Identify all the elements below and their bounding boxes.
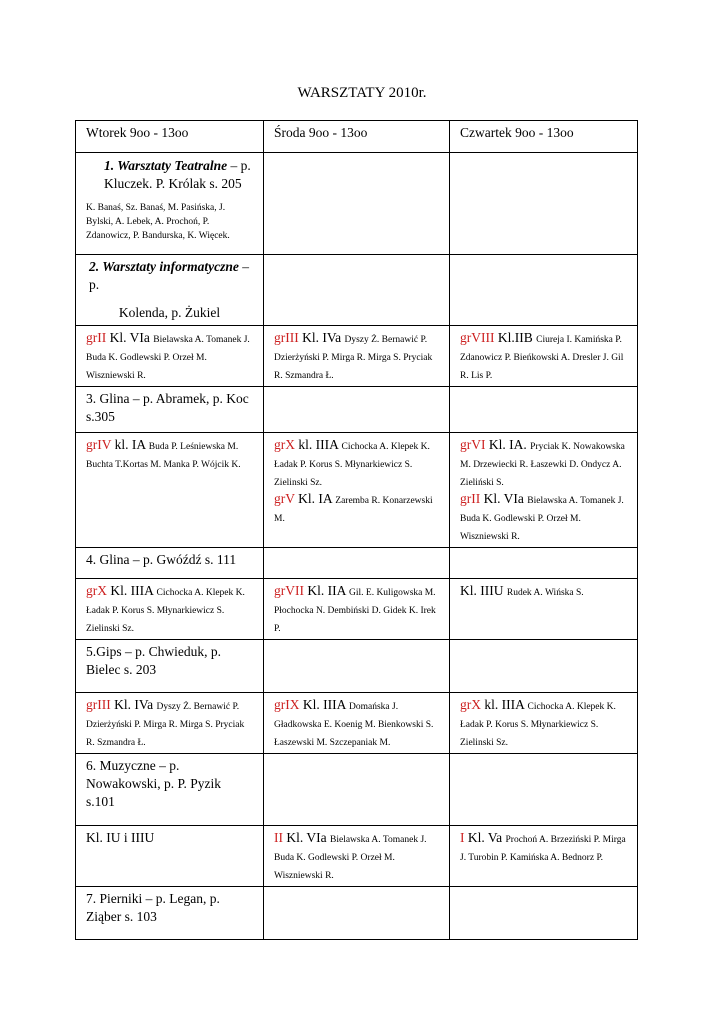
class-label: Kl. VIa: [480, 491, 528, 506]
header-row: [76, 121, 638, 153]
table-row: [76, 548, 638, 579]
group-label: grIX: [274, 697, 300, 712]
group-members: Cichocka A. Klepek K. Ładak P. Korus S. Młynarkiewicz S. Zielinski Sz.: [274, 442, 430, 488]
empty-cell: [264, 387, 450, 433]
group-cell: [76, 326, 264, 387]
group-label: grV: [274, 491, 295, 506]
class-label: Kl. IIIA: [299, 697, 349, 712]
workshop-cell: [76, 153, 264, 255]
empty-cell: [450, 887, 638, 940]
table-row: [76, 153, 638, 255]
class-label: Kl. IA.: [485, 437, 531, 452]
group-label: grVII: [274, 583, 304, 598]
group-members: Ciureja I. Kamińska P. Zdanowicz P. Bieńkowski A. Dresler J. Gil R. Lis P.: [460, 335, 624, 381]
group-label: grII: [460, 491, 481, 506]
class-label: kl. IIIA: [481, 697, 528, 712]
group-cell: [450, 826, 638, 887]
group-cell: [450, 326, 638, 387]
empty-cell: [450, 640, 638, 693]
group-members: Buda P. Leśniewska M. Buchta T.Kortas M. Manka P. Wójcik K.: [86, 442, 241, 470]
empty-cell: [264, 255, 450, 326]
workshop-teachers: Kolenda, p. Żukiel: [118, 305, 221, 320]
class-label: Kl. VIa: [106, 330, 154, 345]
document-title: WARSZTATY 2010r.: [297, 85, 427, 101]
group-label: grII: [86, 330, 107, 345]
group-members: Pryciak K. Nowakowska M. Drzewiecki R. Łaszewki D. Ondycz A. Zieliński S.: [460, 442, 625, 488]
workshop-title: 1. Warsztaty Teatralne: [104, 158, 228, 173]
group-members: Prochoń A. Brzeziński P. Mirga J. Turobin P. Kamińska A. Bednorz P.: [460, 835, 626, 863]
group-members: Gil. E. Kuligowska M. Płochocka N. Dembiński D. Gidek K. Irek P.: [274, 588, 436, 634]
workshop-cell: 4. Glina – p. Gwóźdź s. 111: [76, 548, 264, 579]
schedule-table: [75, 120, 638, 940]
table-row: [76, 326, 638, 387]
group-members: Rudek A. Wińska S.: [506, 588, 584, 598]
header-wednesday: Środa 9oo - 13oo: [264, 121, 450, 153]
table-row: [76, 387, 638, 433]
table-row: [76, 693, 638, 754]
empty-cell: [450, 754, 638, 826]
workshop-cell: 6. Muzyczne – p. Nowakowski, p. P. Pyzik s.101: [76, 754, 264, 826]
empty-cell: [450, 153, 638, 255]
group-members: Domańska J. Gładkowska E. Koenig M. Bienkowski S. Łaszewski M. Szczepaniak M.: [274, 702, 434, 748]
class-label: Kl. IVa: [110, 697, 157, 712]
table-row: [76, 754, 638, 826]
empty-cell: [264, 640, 450, 693]
group-members: Zaremba R. Konarzewski M.: [274, 496, 433, 524]
group-cell: Kl. IU i IIIU: [76, 826, 264, 887]
empty-cell: [264, 754, 450, 826]
group-label: grIV: [86, 437, 112, 452]
group-label: grIII: [86, 697, 111, 712]
group-cell: [76, 433, 264, 548]
group-cell: [264, 326, 450, 387]
workshop-cell: [76, 255, 264, 326]
group-label: grX: [460, 697, 481, 712]
group-label: I: [460, 830, 465, 845]
workshop-cell: 3. Glina – p. Abramek, p. Koc s.305: [76, 387, 264, 433]
group-members: Dyszy Ż. Bernawić P. Dzierżyński P. Mirga R. Mirga S. Pryciak R. Szmandra Ł.: [86, 702, 245, 748]
class-label: Kl. IIIA: [107, 583, 157, 598]
group-label: grX: [274, 437, 295, 452]
class-label: Kl.IIB: [494, 330, 537, 345]
empty-cell: [450, 255, 638, 326]
group-members: Cichocka A. Klepek K. Ładak P. Korus S. Młynarkiewicz S. Zielinski Sz.: [460, 702, 616, 748]
empty-cell: [264, 153, 450, 255]
group-label: grIII: [274, 330, 299, 345]
workshop-cell: 7. Pierniki – p. Legan, p. Ziąber s. 103: [76, 887, 264, 940]
header-tuesday: Wtorek 9oo - 13oo: [76, 121, 264, 153]
empty-cell: [450, 548, 638, 579]
workshop-title-rest: – p.: [227, 158, 251, 173]
group-cell: [450, 433, 638, 548]
group-entry: [460, 436, 627, 490]
workshop-cell: 5.Gips – p. Chwieduk, p. Bielec s. 203: [76, 640, 264, 693]
group-label: grVIII: [460, 330, 495, 345]
table-row: [76, 579, 638, 640]
group-cell: [264, 579, 450, 640]
class-label: Kl. IVa: [298, 330, 345, 345]
group-cell: [264, 433, 450, 548]
group-entry: [460, 490, 627, 544]
workshop-teachers: Kluczek. P. Królak s. 205: [104, 176, 242, 191]
empty-cell: [450, 387, 638, 433]
group-cell: [76, 579, 264, 640]
group-members: Bielawska A. Tomanek J. Buda K. Godlewski P. Orzeł M. Wiszniewski R.: [274, 835, 427, 881]
class-label: Kl. IIA: [304, 583, 349, 598]
class-label: Kl. IA: [294, 491, 336, 506]
group-cell: [450, 693, 638, 754]
table-row: [76, 826, 638, 887]
empty-cell: [264, 548, 450, 579]
workshop-title-rest: – p.: [89, 259, 250, 292]
group-label: grVI: [460, 437, 486, 452]
group-members: Cichocka A. Klepek K. Ładak P. Korus S. Młynarkiewicz S. Zielinski Sz.: [86, 588, 245, 634]
group-cell: [264, 826, 450, 887]
class-label: Kl. IIIU: [460, 583, 507, 598]
workshop-title: 2. Warsztaty informatyczne: [89, 259, 239, 274]
group-entry: [274, 436, 439, 490]
group-cell: [264, 693, 450, 754]
group-entry: [274, 490, 439, 526]
group-members: Dyszy Ż. Bernawić P. Dzierżyński P. Mirga R. Mirga S. Pryciak R. Szmandra Ł.: [274, 335, 433, 381]
group-members: Bielawska A. Tomanek J. Buda K. Godlewski P. Orzeł M. Wiszniewski R.: [460, 496, 624, 542]
header-thursday: Czwartek 9oo - 13oo: [450, 121, 638, 153]
table-row: [76, 433, 638, 548]
table-row: [76, 640, 638, 693]
table-row: [76, 255, 638, 326]
group-cell: [76, 693, 264, 754]
class-label: Kl. Va: [464, 830, 506, 845]
group-label: grX: [86, 583, 107, 598]
group-cell: [450, 579, 638, 640]
table-row: [76, 887, 638, 940]
class-label: kl. IIIA: [295, 437, 342, 452]
participants-list: K. Banaś, Sz. Banaś, M. Pasińska, J. Bylski, A. Lebek, A. Prochoń, P. Zdanowicz, P. Bandurska, K. Więcek.: [86, 203, 230, 241]
group-label: II: [274, 830, 283, 845]
group-members: Bielawska A. Tomanek J. Buda K. Godlewski P. Orzeł M. Wiszniewski R.: [86, 335, 250, 381]
class-label: Kl. VIa: [283, 830, 330, 845]
empty-cell: [264, 887, 450, 940]
class-label: kl. IA: [111, 437, 149, 452]
